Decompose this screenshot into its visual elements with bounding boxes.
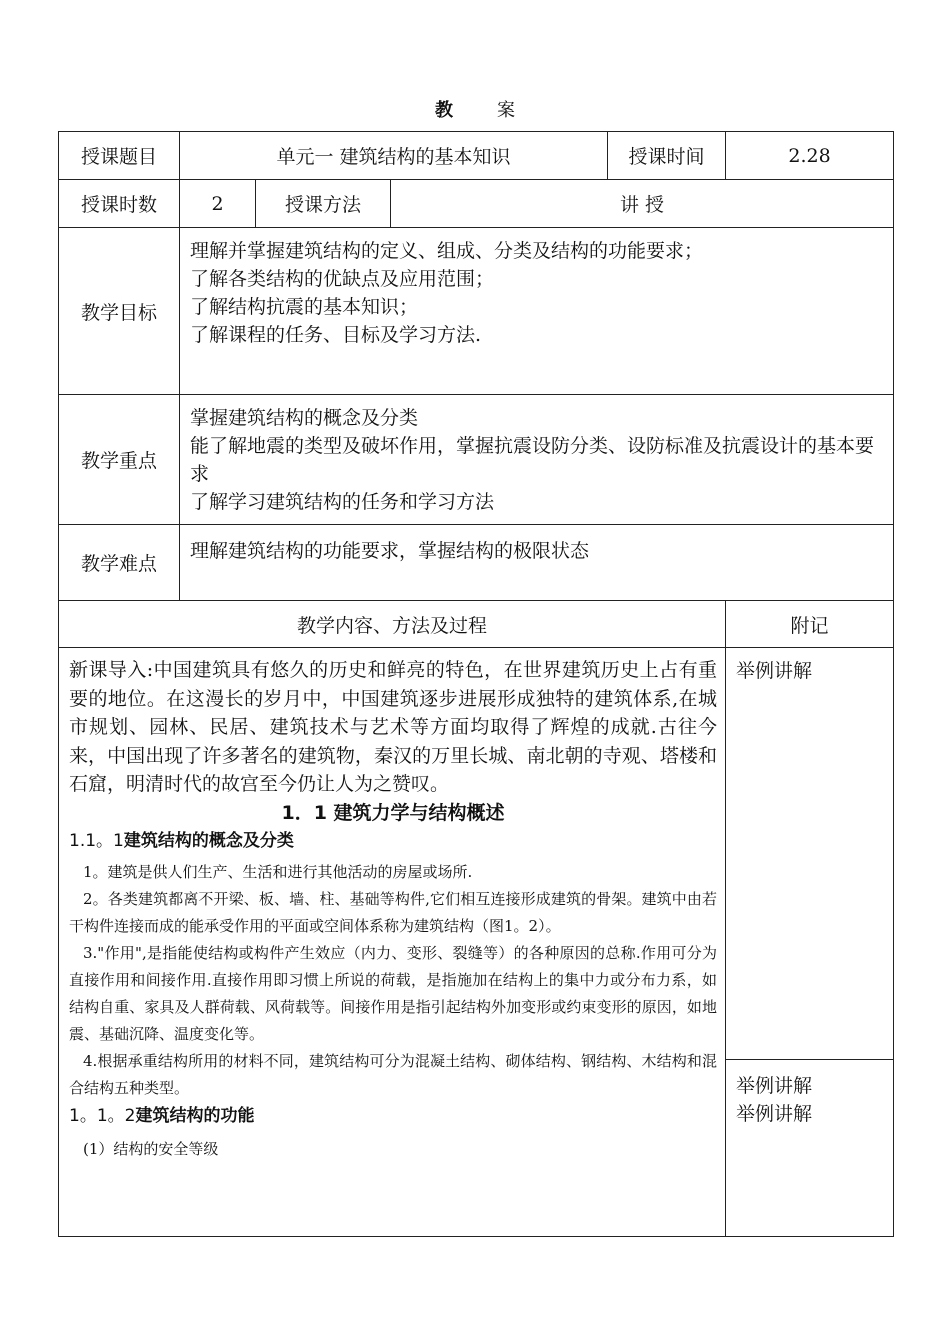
objective-item: 了解课程的任务、目标及学习方法. [190,324,482,346]
content-item: 1。建筑是供人们生产、生活和进行其他活动的房屋或场所. [83,862,473,881]
section-heading: 1．1 建筑力学与结构概述 [281,801,505,824]
key-points-label: 教学重点 [59,395,180,525]
hours-label: 授课时数 [59,180,180,228]
row-topic [59,132,894,180]
time-value: 2.28 [726,132,894,180]
time-label: 授课时间 [608,132,726,180]
subsection-heading-2 [69,1102,717,1130]
note-text: 举例讲解 [736,1075,813,1097]
subsection-number: 1。1。2 [69,1105,136,1126]
key-point-item: 掌握建筑结构的概念及分类 [190,407,419,429]
document-title [0,96,950,122]
note-text: 举例讲解 [736,1103,813,1125]
content-body [59,648,726,1237]
subsection-number: 1.1。1 [69,830,124,851]
subsection-title: 建筑结构的概念及分类 [123,830,294,851]
row-key-points [59,395,894,525]
note-cell-1 [726,648,894,1060]
objectives-label: 教学目标 [59,228,180,395]
content-item: (1）结构的安全等级 [83,1139,219,1158]
notes-header: 附记 [726,601,894,648]
hours-value: 2 [180,180,256,228]
row-hours [59,180,894,228]
row-content-header [59,601,894,648]
method-label: 授课方法 [256,180,391,228]
content-item: 4.根据承重结构所用的材料不同，建筑结构可分为混凝土结构、砌体结构、钢结构、木结构和混合结构五种类型。 [69,1051,718,1097]
difficulties-label: 教学难点 [59,525,180,601]
difficulty-text: 理解建筑结构的功能要求，掌握结构的极限状态 [190,540,590,562]
note-cell-2 [726,1060,894,1237]
key-points-list [180,395,894,525]
intro-paragraph: 新课导入:中国建筑具有悠久的历史和鲜亮的特色，在世界建筑历史上占有重要的地位。在这漫长的岁月中，中国建筑逐步进展形成独特的建筑体系,在城市规划、园林、民居、建筑技术与艺术等方面均取得了辉煌的成就.古往今来，中国出现了许多著名的建筑物，秦汉的万里长城、南北朝的寺观、塔楼和石窟，明清时代的故宫至今仍让人为之赞叹。 [69,659,718,795]
note-text: 举例讲解 [736,660,813,682]
content-item: 3."作用",是指能使结构或构件产生效应（内力、变形、裂缝等）的各种原因的总称.作用可分为直接作用和间接作用.直接作用即习惯上所说的荷载，是指施加在结构上的集中力或分布力系，如结构自重、家具及人群荷载、风荷载等。间接作用是指引起结构外加变形或约束变形的原因，如地震、基础沉降、温度变化等。 [69,943,718,1043]
objectives-list [180,228,894,395]
content-item: 2。各类建筑都离不开梁、板、墙、柱、基础等构件,它们相互连接形成建筑的骨架。建筑中由若干构件连接而成的能承受作用的平面或空间体系称为建筑结构（图1。2）。 [69,889,718,935]
row-difficulties [59,525,894,601]
subsection-heading-1 [69,827,717,855]
title-char-2: 案 [497,100,515,121]
objective-item: 了解各类结构的优缺点及应用范围； [190,268,495,290]
title-char-1: 教 [435,100,453,121]
objective-item: 理解并掌握建筑结构的定义、组成、分类及结构的功能要求； [190,240,704,262]
method-value: 讲 授 [391,180,894,228]
key-point-item: 了解学习建筑结构的任务和学习方法 [190,491,495,513]
lesson-plan-table [58,131,894,1237]
subsection-title: 建筑结构的功能 [135,1105,255,1126]
row-objectives [59,228,894,395]
difficulties-value [180,525,894,601]
topic-label: 授课题目 [59,132,180,180]
objective-item: 了解结构抗震的基本知识； [190,296,419,318]
topic-value: 单元一 建筑结构的基本知识 [180,132,608,180]
key-point-item: 能了解地震的类型及破坏作用，掌握抗震设防分类、设防标准及抗震设计的基本要求 [190,435,875,485]
row-content-main [59,648,894,1060]
content-header: 教学内容、方法及过程 [59,601,726,648]
